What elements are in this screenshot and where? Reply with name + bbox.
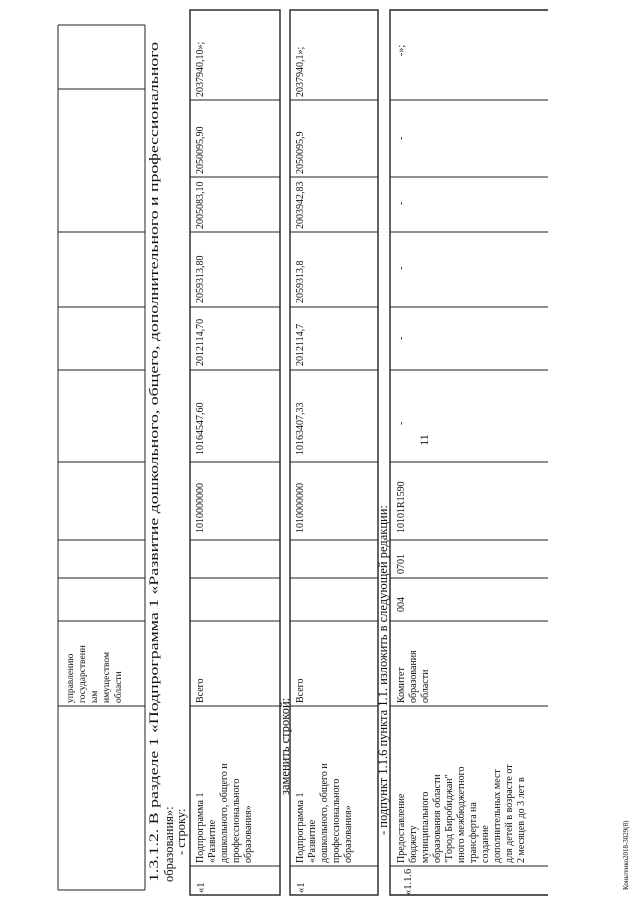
old-row-name-4: профессионального xyxy=(231,778,242,863)
page-number: 11 xyxy=(417,434,431,446)
old-row-code: 1010000000 xyxy=(195,483,206,533)
item-year-4: - xyxy=(396,136,407,140)
item-name-9: дополнительных мест xyxy=(492,769,503,863)
old-row-name-1: Подпрограмма 1 xyxy=(195,792,206,863)
item-name-6: иного межбюджетного xyxy=(456,766,467,863)
new-row-year-5: 2037940,1»; xyxy=(295,46,306,97)
new-row-name-4: профессионального xyxy=(331,778,342,863)
old-row-year-3: 2005083,10 xyxy=(195,181,206,229)
item-year-1: - xyxy=(396,336,407,340)
new-row-table xyxy=(290,10,378,895)
item-total: - xyxy=(396,421,407,425)
owner-line-2: государственн xyxy=(78,645,88,703)
item-rzpr: 0701 xyxy=(396,554,407,574)
new-row-name-5: образования» xyxy=(343,805,354,863)
item-name-5: "Город Биробиджан" xyxy=(444,774,455,863)
section-heading-line-3: - строку: xyxy=(174,808,188,855)
old-row-total: 10164547,60 xyxy=(195,402,206,455)
new-row-name-1: Подпрограмма 1 xyxy=(295,792,306,863)
item-grbs: 004 xyxy=(396,597,407,612)
item-executor-3: области xyxy=(420,669,431,703)
item-name-7: трансферта на xyxy=(468,802,479,863)
old-row-year-2: 2059313,80 xyxy=(195,255,206,303)
subclause-instruction: - подпункт 1.1.6 пункта 1.1. изложить в следующей редакции: xyxy=(376,505,390,835)
owner-line-5: области xyxy=(114,671,124,703)
section-heading-line-2: образования»: xyxy=(162,806,176,882)
item-name-1: Предоставление xyxy=(396,793,407,863)
item-code: 10101R1590 xyxy=(396,481,407,533)
owner-line-1: управлению xyxy=(66,653,76,703)
old-row-year-5: 2037940,10»; xyxy=(195,41,206,97)
item-year-5: -»; xyxy=(396,44,407,56)
top-table xyxy=(58,25,145,890)
owner-line-3: ым xyxy=(90,690,100,703)
item-executor-1: Комитет xyxy=(396,667,407,703)
item-name-8: создание xyxy=(480,825,491,863)
new-row-year-1: 2012114,7 xyxy=(295,323,306,366)
old-row-year-1: 2012114,70 xyxy=(195,318,206,366)
section-heading-line-1: 1.3.1.2. В разделе 1 «Подпрограмма 1 «Развитие дошкольного, общего, дополнительного и профессионального xyxy=(147,291,161,882)
old-row-executor: Всего xyxy=(195,678,206,703)
item-year-3: - xyxy=(396,201,407,205)
new-row-year-3: 2003942,83 xyxy=(295,181,306,229)
old-row-name-2: «Развитие xyxy=(207,819,218,863)
owner-line-4: имуществом xyxy=(102,652,112,703)
old-row-table xyxy=(190,10,280,895)
item-number: «1.1.6 xyxy=(403,868,414,895)
subclause-row-table xyxy=(390,10,548,895)
new-row-total: 10163407,33 xyxy=(295,402,306,455)
old-row-year-4: 2050095,90 xyxy=(195,126,206,174)
old-row-name-3: дошкольного, общего и xyxy=(219,763,230,863)
footer-code: Коньтенко2018-3829(8) xyxy=(622,820,630,890)
new-row-code: 1010000000 xyxy=(295,483,306,533)
item-name-3: муниципального xyxy=(420,791,431,863)
item-name-11: 2 месяцев до 3 лет в xyxy=(516,777,527,863)
new-row-year-2: 2059313,8 xyxy=(295,260,306,303)
new-row-executor: Всего xyxy=(295,678,306,703)
old-row-number: «1 xyxy=(196,882,207,893)
item-name-2: бюджету xyxy=(408,825,419,863)
new-row-name-3: дошкольного, общего и xyxy=(319,763,330,863)
item-name-4: образования области xyxy=(432,774,443,863)
new-row-number: «1 xyxy=(296,882,307,893)
replace-instruction: заменить строкой: xyxy=(278,697,292,795)
item-name-10: для детей в возрасте от xyxy=(504,764,515,863)
new-row-year-4: 2050095,9 xyxy=(295,131,306,174)
new-row-name-2: «Развитие xyxy=(307,819,318,863)
item-executor-2: образования xyxy=(408,650,419,703)
item-year-2: - xyxy=(396,266,407,270)
old-row-name-5: образования» xyxy=(243,805,254,863)
